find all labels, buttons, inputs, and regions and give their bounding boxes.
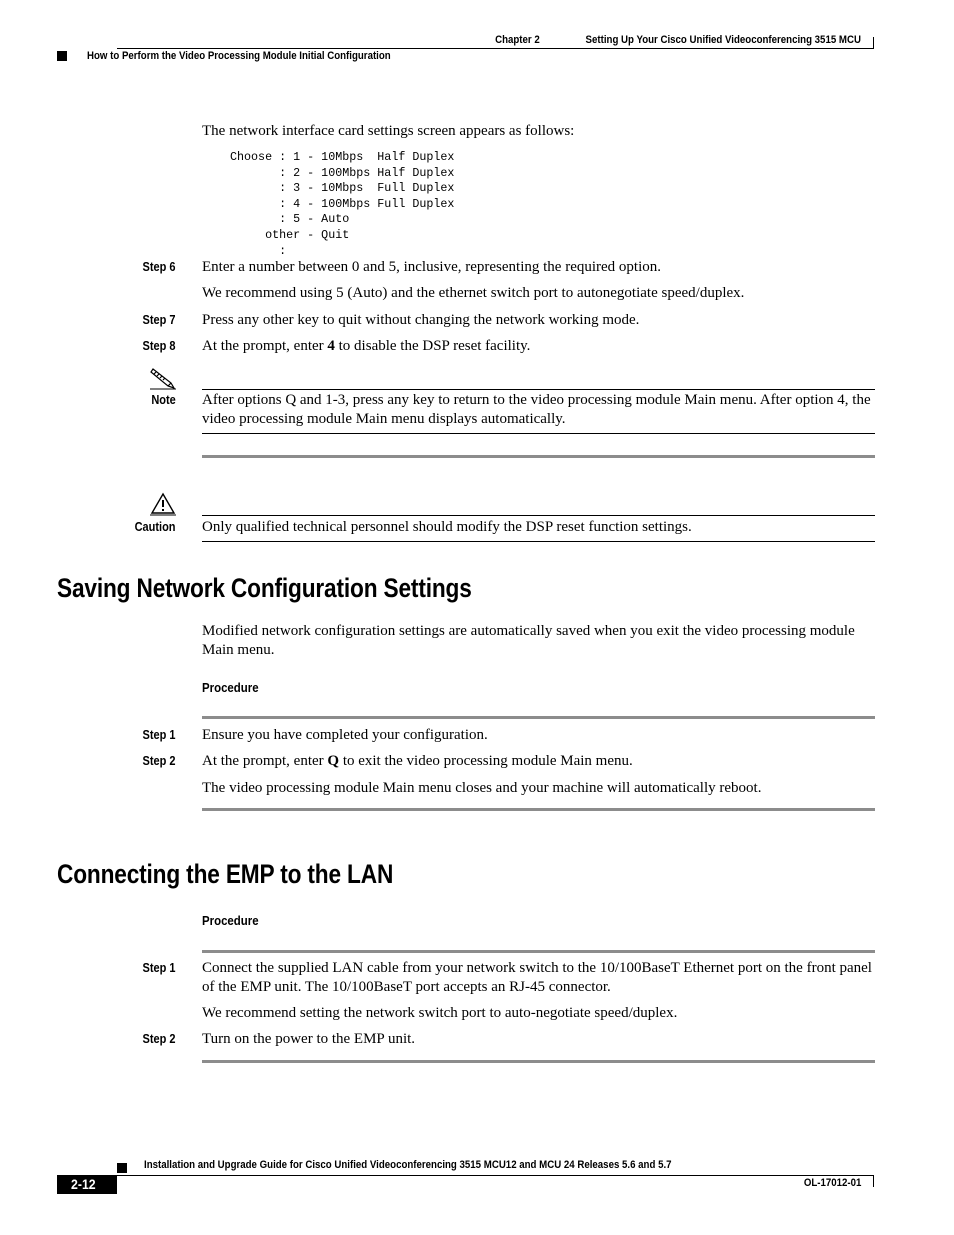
step-8-text-post: to disable the DSP reset facility.: [334, 338, 531, 354]
section-1-step-2-label: Step 2: [142, 754, 176, 768]
procedure-2-top-rule: [202, 950, 875, 953]
section-1-step-1-label: Step 1: [142, 728, 176, 742]
caution-bottom-rule: [202, 541, 875, 542]
section-2-step-2-label: Step 2: [142, 1032, 176, 1046]
step-7-text: Press any other key to quit without changing the network working mode.: [202, 312, 640, 328]
section-title-connecting-emp: Connecting the EMP to the LAN: [57, 859, 394, 889]
section-1-step-2-key: Q: [327, 753, 340, 769]
section-1-step-2-pre: At the prompt, enter: [202, 753, 328, 769]
section-2-step-2-text: Turn on the power to the EMP unit.: [202, 1031, 416, 1047]
header-tick: [873, 37, 874, 49]
caution-text: Only qualified technical personnel should modify the DSP reset function settings.: [202, 519, 692, 535]
header-marker: [57, 51, 67, 61]
step-8-text-pre: At the prompt, enter: [202, 338, 328, 354]
footer-rule: [57, 1175, 874, 1176]
section-2-step-1-text: Connect the supplied LAN cable from your network switch to the 10/100BaseT Ethernet port on the front panel of the EMP unit. The 10/100BaseT port accepts an RJ-45 connector.: [202, 960, 872, 995]
pencil-note-icon: [149, 366, 177, 395]
caution-label: Caution: [135, 520, 176, 534]
note-text: After options Q and 1-3, press any key to return to the video processing module Main menu. After option 4, the video processing module Main menu displays automatically.: [202, 392, 871, 427]
note-top-rule: [202, 389, 875, 390]
step-6-recommendation: We recommend using 5 (Auto) and the ethernet switch port to autonegotiate speed/duplex.: [202, 285, 745, 301]
step-8-key: 4: [327, 338, 335, 354]
step-6-label: Step 6: [142, 260, 176, 274]
section-1-step-1-text: Ensure you have completed your configuration.: [202, 727, 488, 743]
footer-marker: [117, 1163, 127, 1173]
section-1-step-2-post: to exit the video processing module Main menu.: [339, 753, 633, 769]
section-1-step-2-text: [202, 752, 633, 771]
header-section: How to Perform the Video Processing Module Initial Configuration: [87, 50, 391, 62]
header-rule: [117, 48, 874, 49]
section-2-step-1-recommendation: We recommend setting the network switch port to auto-negotiate speed/duplex.: [202, 1005, 678, 1021]
procedure-heading-1: Procedure: [202, 680, 259, 695]
procedure-1-top-rule: [202, 716, 875, 719]
step-6-text: Enter a number between 0 and 5, inclusive, representing the required option.: [202, 259, 662, 275]
section-2-step-1-label: Step 1: [142, 961, 176, 975]
nic-settings-code-block: Choose : 1 - 10Mbps Half Duplex : 2 - 100Mbps Half Duplex : 3 - 10Mbps Full Duplex : 4 - 100Mbps Full Duplex : 5 - Auto other - Quit :: [230, 150, 455, 258]
section-end-rule: [202, 455, 875, 458]
caution-top-rule: [202, 515, 875, 516]
procedure-1-bottom-rule: [202, 808, 875, 811]
section-1-step-2-result: The video processing module Main menu closes and your machine will automatically reboot.: [202, 780, 762, 796]
footer-guide-title: Installation and Upgrade Guide for Cisco Unified Videoconferencing 3515 MCU12 and MCU 24 Releases 5.6 and 5.7: [144, 1159, 672, 1171]
step-8-label: Step 8: [142, 339, 176, 353]
note-label: Note: [151, 393, 176, 407]
note-bottom-rule: [202, 433, 875, 434]
warning-triangle-icon: [150, 492, 176, 521]
section-title-saving-settings: Saving Network Configuration Settings: [57, 573, 472, 603]
step-8-text: [202, 337, 530, 356]
footer-tick: [873, 1175, 874, 1187]
intro-paragraph: The network interface card settings screen appears as follows:: [202, 123, 575, 139]
page-number: 2-12: [71, 1176, 96, 1192]
header-chapter: Chapter 2: [495, 34, 540, 46]
procedure-2-bottom-rule: [202, 1060, 875, 1063]
header-chapter-title: Setting Up Your Cisco Unified Videoconferencing 3515 MCU: [585, 34, 861, 46]
section-1-intro: Modified network configuration settings are automatically saved when you exit the video processing module Main menu.: [202, 623, 855, 658]
step-7-label: Step 7: [142, 313, 176, 327]
footer-doc-number: OL-17012-01: [803, 1177, 861, 1189]
procedure-heading-2: Procedure: [202, 913, 259, 928]
